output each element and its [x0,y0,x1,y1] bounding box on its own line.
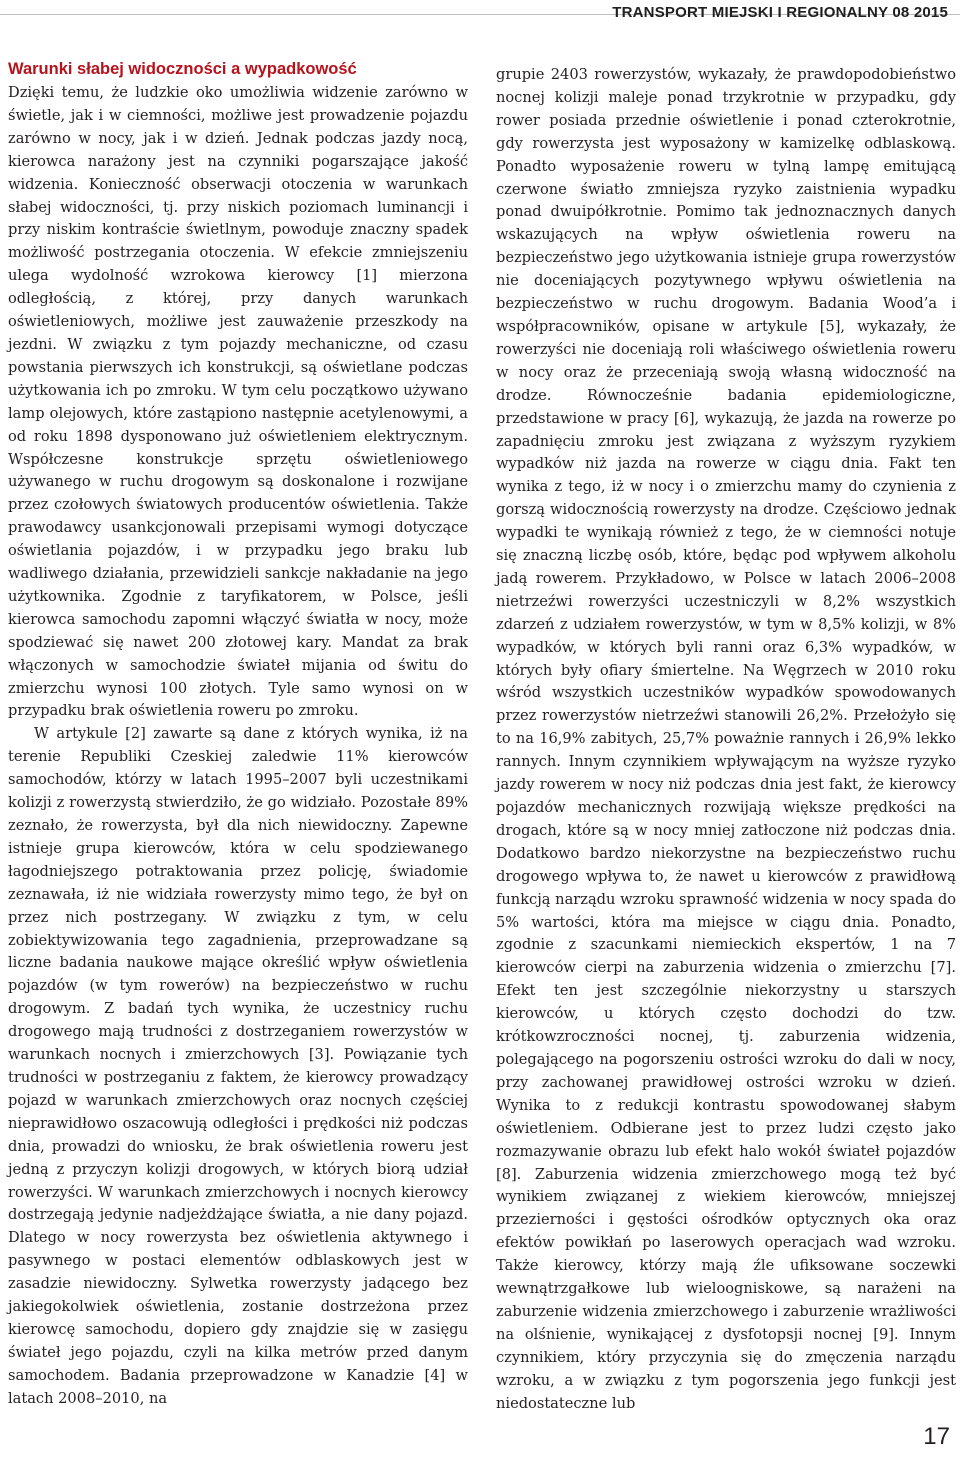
running-head: TRANSPORT MIEJSKI I REGIONALNY 08 2015 [612,4,948,21]
paragraph: Dzięki temu, że ludzkie oko umożliwia widzenie zarówno w świetle, jak i w ciemności, możliwe jest prowadzenie pojazdu zarówno w nocy, jak i w dzień. Jednak podczas jazdy nocą, kierowca narażony jest na czynniki pogarszające jakość widzenia. Konieczność obserwacji otoczenia w warunkach słabej widoczności, tj. przy niskich poziomach luminancji i przy niskim kontraście świetlnym, powoduje znaczny spadek możliwość postrzegania otoczenia. W efekcie zmniejszeniu ulega wydolność wzrokowa kierowcy [1] mierzona odległością, z której, przy danych warunkach oświetleniowych, możliwe jest zauważenie przeszkody na jezdni. W związku z tym pojazdy mechaniczne, od czasu powstania pierwszych ich konstrukcji, są oświetlane podczas użytkowania ich po zmroku. W tym celu początkowo używano lamp olejowych, które zastąpiono następnie acetylenowymi, a od roku 1898 dysponowano już oświetleniem elektrycznym. Współczesne konstrukcje sprzętu oświetleniowego używanego w ruchu drogowym są doskonalone i rozwijane przez czołowych światowych producentów oświetlenia. Także prawodawcy usankcjonowali przepisami wymogi dotyczące oświetlania pojazdów, i w przypadku jego braku lub wadliwego działania, przewidzieli sankcje nakładanie na jego użytkownika. Zgodnie z taryfikatorem, w Polsce, jeśli kierowca samochodu zapomni włączyć światła w nocy, może spodziewać się nawet 200 złotowej kary. Mandat za brak włączonych w samochodzie świateł mijania od świtu do zmierzchu wynosi 100 złotych. Tyle samo wynosi on w przypadku brak oświetlenia roweru po zmroku. [8,84,468,720]
left-column [8,58,468,1411]
right-column [496,64,956,1415]
paragraph: grupie 2403 rowerzystów, wykazały, że prawdopodobieństwo nocnej kolizji maleje ponad trzykrotnie w przypadku, gdy rower posiada przednie oświetlenie i ponad czterokrotnie, gdy rowerzysta jest wyposażony w kamizelkę odblaskową. Ponadto wyposażenie roweru w tylną lampę emitującą czerwone światło zmniejsza ryzyko zaistnienia wypadku ponad dwuipółkrotnie. Pomimo tak jednoznacznych danych wskazujących na wpływ oświetlenia roweru na bezpieczeństwo jego użytkowania istnieje grupa rowerzystów nie doceniających pozytywnego wpływu oświetlenia na bezpieczeństwo w ruchu drogowym. Badania Wood’a i współpracowników, opisane w artykule [5], wykazały, że rowerzyści nie doceniają roli właściwego oświetlenia roweru w nocy oraz że przeceniają swoją własną widoczność na drodze. Równocześnie badania epidemiologiczne, przedstawione w pracy [6], wykazują, że jazda na rowerze po zapadnięciu zmroku jest związana z wyższym ryzykiem wypadków niż jazda na rowerze w ciągu dnia. Fakt ten wynika z tego, iż w nocy i o zmierzchu mamy do czynienia z gorszą widocznością rowerzysty na drodze. Częściowo jednak wypadki te wynikają również z tego, że w ciemności notuje się znaczną liczbę osób, które, będąc pod wpływem alkoholu jadą rowerem. Przykładowo, w Polsce w latach 2006–2008 nietrzeźwi rowerzyści uczestniczyli w 8,2% wszystkich zdarzeń z udziałem rowerzystów, w tym w 8,5% kolizji, w 8% wypadków, w których byli ranni oraz 6,3% wypadków, w których były ofiary śmiertelne. Na Węgrzech w 2010 roku wśród wszystkich uczestników wypadków spowodowanych przez rowerzystów nietrzeźwi stanowili 26,2%. Przełożyło się to na 16,9% zabitych, 25,7% poważnie rannych i 26,9% lekko rannych. Innym czynnikiem wpływającym na wyższe ryzyko jazdy rowerem w nocy niż podczas dnia jest fakt, że kierowcy pojazdów mechanicznych rozwijają większe prędkości na drogach, które są w nocy mniej zatłoczone niż podczas dnia. Dodatkowo bardzo niekorzystne na bezpieczeństwo ruchu drogowego wpływa to, że nawet u kierowców z prawidłową funkcją narządu wzroku sprawność widzenia w nocy spada do 5% wartości, która ma miejsce w ciągu dnia. Ponadto, zgodnie z szacunkami niemieckich ekspertów, 1 na 7 kierowców cierpi na zaburzenia widzenia o zmierzchu [7]. Efekt ten jest szczególnie niekorzystny u starszych kierowców, u których często dochodzi do tzw. krótkowzroczności nocnej, tj. zaburzenia widzenia, polegającego na pogorszeniu ostrości wzroku do dali w nocy, przy zachowanej prawidłowej ostrości wzroku w dzień. Wynika to z redukcji kontrastu spowodowanej słabym oświetleniem. Odbierane jest to przez ludzi często jako rozmazywanie obrazu lub efekt halo wokół świateł pojazdów [8]. Zaburzenia widzenia zmierzchowego mogą też być wynikiem związanej z wiekiem kierowców, mniejszej przezierności i gęstości ośrodków optycznych oka oraz efektów powikłań po laserowych operacjach wad wzroku. Także kierowcy, którzy mają źle ufiksowane soczewki wewnątrzgałkowe lub wieloogniskowe, są narażeni na zaburzenie widzenia zmierzchowego i zaburzenie wrażliwości na olśnienie, wynikającej z dysfotopsji nocnej [9]. Innym czynnikiem, który przyczynia się do zmęczenia narządu wzroku, a w związku z tym pogorszenia jego funkcji jest niedostateczne lub [496,66,956,1412]
section-heading: Warunki słabej widoczności a wypadkowość [8,60,357,78]
page-number: 17 [923,1423,950,1450]
paragraph: W artykule [2] zawarte są dane z których wynika, iż na terenie Republiki Czeskiej zaledwie 11% kierowców samochodów, którzy w latach 1995–2007 byli uczestnikami kolizji z rowerzystą stwierdziło, że go widziało. Pozostałe 89% zeznało, że rowerzysta, był dla nich niewidoczny. Zapewne istnieje grupa kierowców, która w celu spodziewanego łagodniejszego potraktowania przez policję, świadomie zeznawała, iż nie widziała rowerzysty mimo tego, że był on przez nich postrzegany. W związku z tym, w celu zobiektywizowania tego zagadnienia, przeprowadzane są liczne badania naukowe mające określić wpływ oświetlenia pojazdów (w tym rowerów) na bezpieczeństwo w ruchu drogowym. Z badań tych wynika, że uczestnicy ruchu drogowego mają trudności z dostrzeganiem rowerzystów w warunkach nocnych i zmierzchowych [3]. Powiązanie tych trudności w postrzeganiu z faktem, że kierowcy prowadzący pojazd w warunkach zmierzchowych oraz nocnych częściej nieprawidłowo oszacowują odległości i prędkości niż podczas dnia, prowadzi do wniosku, że brak oświetlenia roweru jest jedną z przyczyn kolizji drogowych, w których biorą udział rowerzyści. W warunkach zmierzchowych i nocnych kierowcy dostrzegają jedynie nadjeżdżające światła, a nie dany pojazd. Dlatego w nocy rowerzysta bez oświetlenia aktywnego i pasywnego w postaci elementów odblaskowych jest w zasadzie niewidoczny. Sylwetka rowerzysty jadącego bez jakiegokolwiek oświetlenia, zostanie dostrzeżona przez kierowcę samochodu, dopiero gdy znajdzie się w zasięgu świateł jego pojazdu, czyli na kilka metrów przed danym samochodem. Badania przeprowadzone w Kanadzie [4] w latach 2008–2010, na [8,725,468,1407]
